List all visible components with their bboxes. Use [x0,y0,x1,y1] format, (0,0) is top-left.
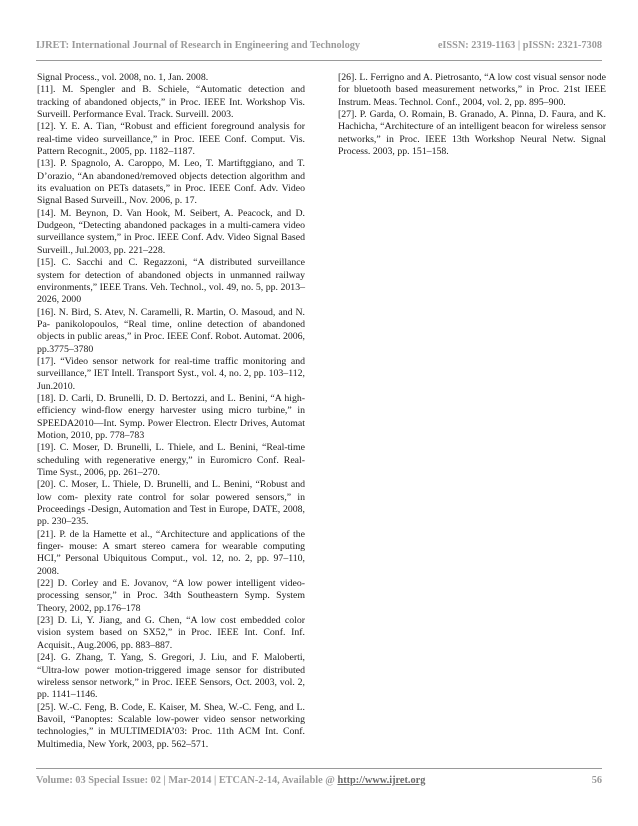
footer-rule [36,768,602,769]
running-footer [36,775,602,786]
reference-item: [24]. G. Zhang, T. Yang, S. Gregori, J. Liu, and F. Maloberti, “Ultra-low power motion-triggered image sensor for distributed wireless sensor network,” in Proc. IEEE Sensors, Oct. 2003, vol. 2, pp. 1141–1146. [37,652,305,701]
journal-link[interactable]: http://www.ijret.org [337,775,426,786]
reference-item: [25]. W.-C. Feng, B. Code, E. Kaiser, M. Shea, W.-C. Feng, and L. Bavoil, “Panoptes: Scalable low-power video sensor networking technologies,” in MULTIMEDIA’03: Proc. 11th ACM Int. Conf. Multimedia, New York, 2003, pp. 562–571. [37,701,305,750]
journal-title: IJRET: International Journal of Research in Engineering and Technology [36,40,361,51]
reference-item: [18]. D. Carli, D. Brunelli, D. D. Bertozzi, and L. Benini, “A high-efficiency wind-flow energy harvester using micro turbine,” in SPEEDA2010—Int. Symp. Power Electron. Electr Drives, Automat Motion, 2010, pp. 778–783 [37,392,305,441]
reference-item: [13]. P. Spagnolo, A. Caroppo, M. Leo, T. Martiftggiano, and T. D’orazio, “An abandoned/removed objects detection algorithm and its evaluation on PETs datasets,” in Proc. IEEE Conf. Adv. Video Signal Based Surveill., Nov. 2006, p. 17. [37,158,305,207]
page-number: 56 [591,775,602,786]
reference-item: [26]. L. Ferrigno and A. Pietrosanto, “A low cost visual sensor node for bluetooth based measurement networks,” in Proc. 21st IEEE Instrum. Meas. Technol. Conf., 2004, vol. 2, pp. 895–900. [338,72,606,108]
footer-text: Volume: 03 Special Issue: 02 | Mar-2014 | ETCAN-2-14, Available @ [36,775,338,786]
reference-item: [19]. C. Moser, D. Brunelli, L. Thiele, and L. Benini, “Real-time scheduling with regenerative energy,” in Euromicro Conf. Real-Time Syst., 2006, pp. 261–270. [37,442,305,478]
references-right-column [338,72,606,158]
reference-item: [12]. Y. E. A. Tian, “Robust and efficient foreground analysis for real-time video surveillance,” in Proc. IEEE Conf. Comput. Vis. Pattern Recognit., 2005, pp. 1182–1187. [37,121,305,158]
reference-item: [11]. M. Spengler and B. Schiele, “Automatic detection and tracking of abandoned objects,” in Proc. IEEE Int. Workshop Vis. Surveill. Performance Eval. Track. Surveill. 2003. [37,84,305,121]
references-left-column [37,72,305,751]
reference-item: Signal Process., vol. 2008, no. 1, Jan. 2008. [37,72,209,83]
reference-item: [22] D. Corley and E. Jovanov, “A low power intelligent video-processing sensor,” in Proc. 34th Southeastern Symp. System Theory, 2002, pp.176–178 [37,578,305,614]
reference-item: [23] D. Li, Y. Jiang, and G. Chen, “A low cost embedded color vision system based on SX52,” in Proc. IEEE Int. Conf. Inf. Acquisit., Aug.2006, pp. 883–887. [37,615,305,651]
reference-item: [15]. C. Sacchi and C. Regazzoni, “A distributed surveillance system for detection of abandoned objects in unmanned railway environments,” IEEE Trans. Veh. Technol., vol. 49, no. 5, pp. 2013–2026, 2000 [37,257,305,306]
issn-label: eISSN: 2319-1163 | pISSN: 2321-7308 [437,40,602,51]
reference-item: [14]. M. Beynon, D. Van Hook, M. Seibert, A. Peacock, and D. Dudgeon, “Detecting abandoned packages in a multi-camera video surveillance system,” in Proc. IEEE Conf. Adv. Video Signal Based Surveill., Jul.2003, pp. 221–228. [37,207,305,256]
reference-item: [20]. C. Moser, L. Thiele, D. Brunelli, and L. Benini, “Robust and low com- plexity rate control for solar powered sensors,” in Proceedings -Design, Automation and Test in Europe, DATE, 2008, pp. 230–235. [37,479,305,528]
reference-item: [16]. N. Bird, S. Atev, N. Caramelli, R. Martin, O. Masoud, and N. Pa- panikolopoulos, “Real time, online detection of abandoned objects in public areas,” in Proc. IEEE Conf. Robot. Automat. 2006, pp.3775–3780 [37,306,305,355]
reference-item: [27]. P. Garda, O. Romain, B. Granado, A. Pinna, D. Faura, and K. Hachicha, “Architecture of an intelligent beacon for wireless sensor networks,” in Proc. IEEE 13th Workshop Neural Netw. Signal Process. 2003, pp. 151–158. [338,109,606,158]
reference-item: [17]. “Video sensor network for real-time traffic monitoring and surveillance,” IET Intell. Transport Syst., vol. 4, no. 2, pp. 103–112, Jun.2010. [37,355,305,392]
header-rule [36,60,602,61]
reference-item: [21]. P. de la Hamette et al., “Architecture and applications of the finger- mouse: A smart stereo camera for wearable computing HCI,” Personal Ubiquitous Comput., vol. 12, no. 2, pp. 97–110, 2008. [37,528,305,577]
